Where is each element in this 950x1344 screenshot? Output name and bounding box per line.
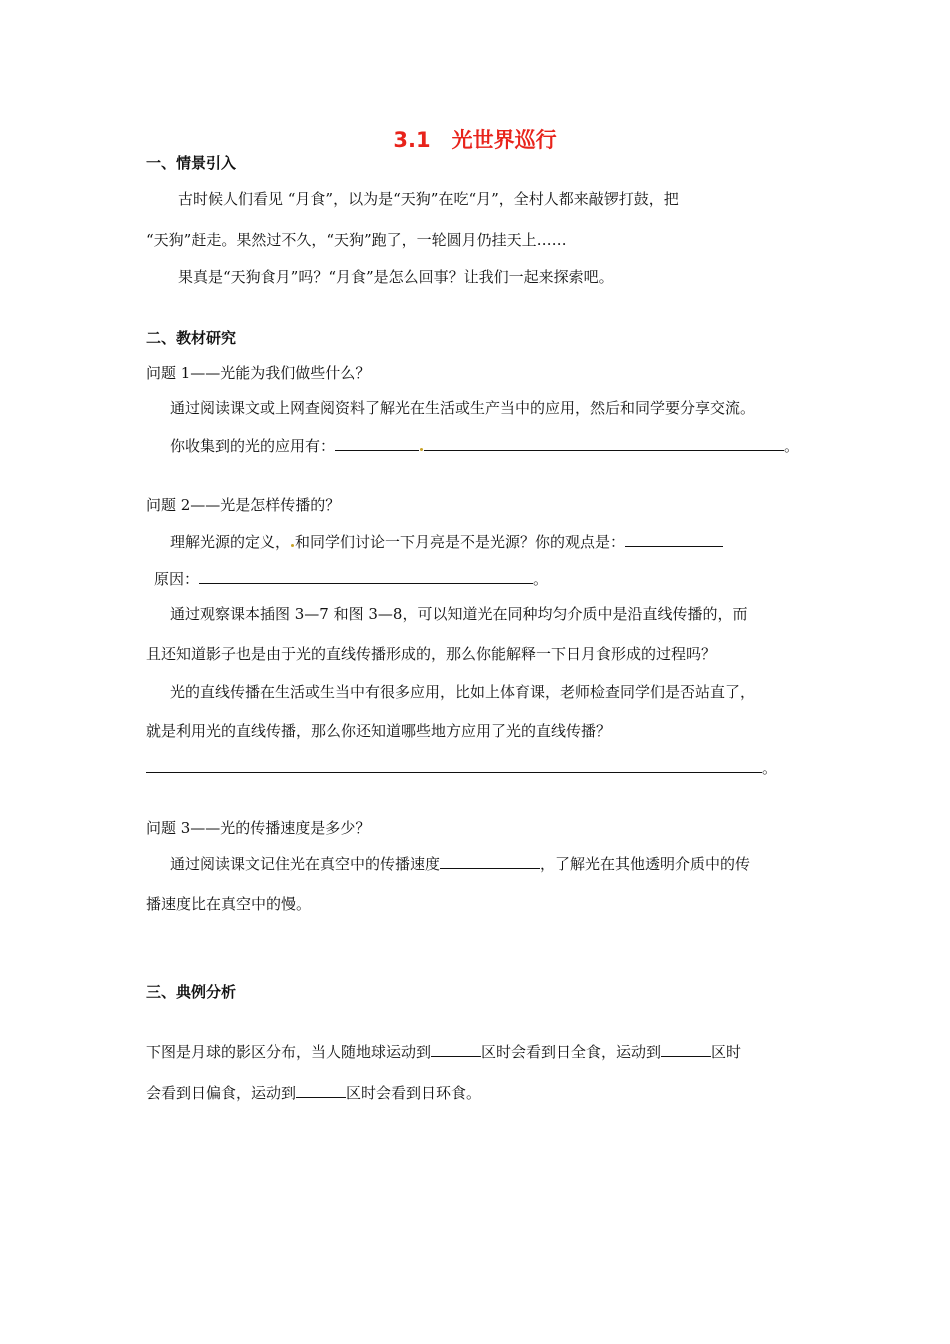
text-mark — [291, 544, 294, 547]
question-3-line-2: 播速度比在真空中的慢。 — [146, 895, 312, 913]
zone-blank[interactable] — [296, 1082, 346, 1098]
answer-blank[interactable] — [335, 435, 419, 451]
question-1-end: 。 — [784, 437, 800, 455]
text-mark — [420, 448, 423, 451]
answer-blank[interactable] — [146, 757, 762, 773]
question-2-text-b: 和同学们讨论一下月亮是不是光源？你的观点是： — [295, 533, 626, 551]
question-2-paragraph-3-line-2: 就是利用光的直线传播，那么你还知道哪些地方应用了光的直线传播？ — [146, 722, 612, 740]
example-line-1 — [146, 1041, 741, 1062]
example-text-b: 区时会看到日全食，运动到 — [481, 1043, 662, 1061]
reason-blank[interactable] — [199, 568, 533, 584]
zone-blank[interactable] — [661, 1041, 711, 1057]
example-text-d: 会看到日偏食，运动到 — [146, 1084, 297, 1102]
question-3-title: 问题 3——光的传播速度是多少？ — [146, 819, 371, 837]
question-2-paragraph-3-line-1: 光的直线传播在生活或生当中有很多应用，比如上体育课，老师检查同学们是否站直了， — [170, 683, 756, 701]
example-line-2 — [146, 1082, 481, 1103]
question-3-row — [170, 853, 750, 874]
intro-paragraph-2: 果真是“天狗食月”吗？“月食”是怎么回事？让我们一起来探索吧。 — [178, 268, 614, 286]
question-1-text: 通过阅读课文或上网查阅资料了解光在生活或生产当中的应用，然后和同学要分享交流。 — [170, 399, 756, 417]
intro-paragraph-line-2: “天狗”赶走。果然过不久，“天狗”跑了，一轮圆月仍挂天上…… — [146, 231, 567, 249]
example-text-a: 下图是月球的影区分布，当人随地球运动到 — [146, 1043, 432, 1061]
section-heading-example: 三、典例分析 — [146, 983, 237, 1001]
question-3-text-a: 通过阅读课文记住光在真空中的传播速度 — [170, 855, 441, 873]
question-2-paragraph-2-line-1: 通过观察课本插图 3—7 和图 3—8，可以知道光在同种均匀介质中是沿直线传播的，而 — [170, 605, 748, 623]
question-2-paragraph-2-line-2: 且还知道影子也是由于光的直线传播形成的，那么你能解释一下日月食形成的过程吗？ — [146, 645, 717, 663]
reason-end: 。 — [533, 570, 549, 588]
section-heading-intro: 一、情景引入 — [146, 154, 237, 172]
question-2-opinion-row — [170, 531, 723, 552]
answer-end: 。 — [762, 759, 778, 777]
question-1-title: 问题 1——光能为我们做些什么？ — [146, 364, 371, 382]
intro-paragraph-line-1: 古时候人们看见 “月食”，以为是“天狗”在吃“月”，全村人都来敲锣打鼓，把 — [178, 190, 679, 208]
question-2-reason-row — [154, 568, 548, 589]
question-1-prompt: 你收集到的光的应用有： — [170, 437, 336, 455]
question-1-answer-row — [170, 435, 799, 456]
page-title: 3.1 光世界巡行 — [393, 128, 557, 152]
reason-label: 原因： — [154, 570, 200, 588]
example-text-e: 区时会看到日环食。 — [346, 1084, 482, 1102]
question-3-text-b: ，了解光在其他透明介质中的传 — [540, 855, 751, 873]
opinion-blank[interactable] — [625, 531, 723, 547]
zone-blank[interactable] — [431, 1041, 481, 1057]
question-2-text-a: 理解光源的定义， — [170, 533, 291, 551]
question-2-title: 问题 2——光是怎样传播的？ — [146, 496, 341, 514]
example-text-c: 区时 — [711, 1043, 742, 1061]
section-heading-study: 二、教材研究 — [146, 329, 237, 347]
answer-blank[interactable] — [424, 435, 784, 451]
question-2-answer-row — [146, 757, 777, 778]
speed-blank[interactable] — [440, 853, 540, 869]
